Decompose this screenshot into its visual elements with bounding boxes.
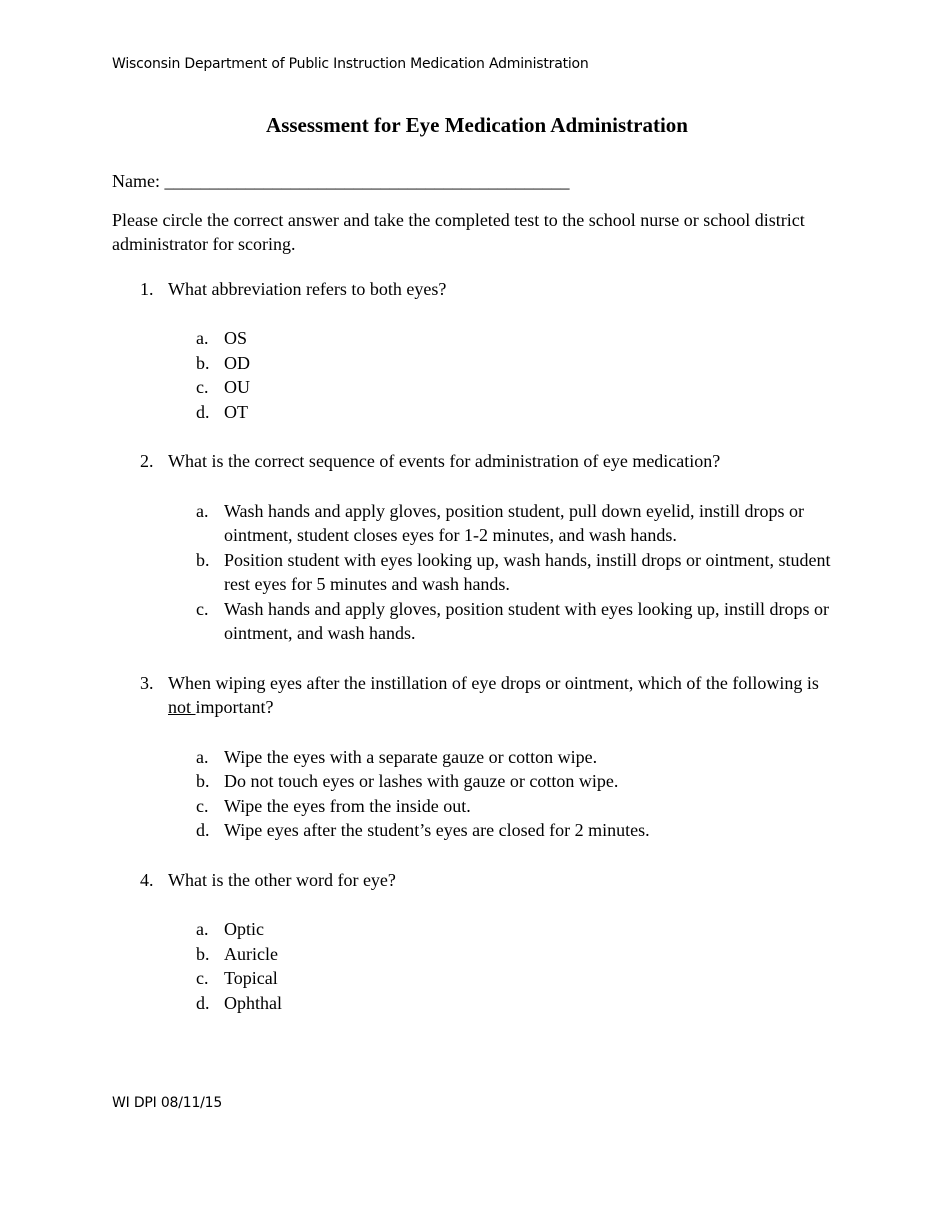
question-3-options: [196, 745, 842, 843]
question-3: [140, 671, 842, 720]
option-letter: b.: [196, 549, 210, 570]
document-body: [112, 112, 842, 1040]
option-text: OU: [224, 377, 250, 397]
option-letter: d.: [196, 820, 210, 840]
option-text: Wipe eyes after the student’s eyes are closed for 2 minutes.: [224, 820, 650, 840]
option-letter: c.: [196, 377, 209, 397]
option-1c: [196, 375, 842, 400]
option-1b: [196, 351, 842, 376]
option-1d: [196, 400, 842, 425]
option-letter: b.: [196, 943, 210, 964]
instructions: Please circle the correct answer and take the completed test to the school nurse or school district administrator for scoring.: [112, 209, 805, 254]
page-footer: WI DPI 08/11/15: [112, 1095, 223, 1111]
name-label: Name:: [112, 171, 160, 191]
option-letter: b.: [196, 352, 210, 373]
option-letter: d.: [196, 401, 210, 422]
question-1-options: [196, 326, 842, 424]
option-text: Optic: [224, 919, 264, 939]
question-text: What is the other word for eye?: [168, 869, 396, 890]
question-1: [140, 277, 842, 302]
option-4a: [196, 917, 842, 942]
option-text: Wash hands and apply gloves, position student with eyes looking up, instill drops or ointment, and wash hands.: [224, 598, 830, 643]
option-text: Auricle: [224, 943, 278, 964]
question-text: [168, 671, 842, 720]
question-4: [140, 868, 842, 893]
option-letter: b.: [196, 771, 210, 791]
option-letter: d.: [196, 992, 210, 1013]
page-header: Wisconsin Department of Public Instruction Medication Administration: [112, 56, 589, 72]
name-field: [112, 169, 842, 194]
option-text: Wipe the eyes from the inside out.: [224, 795, 471, 816]
option-text: Do not touch eyes or lashes with gauze or cotton wipe.: [224, 771, 619, 791]
option-text: OS: [224, 328, 248, 348]
option-text: Wipe the eyes with a separate gauze or cotton wipe.: [224, 746, 598, 767]
option-letter: c.: [196, 968, 209, 988]
question-text: What is the correct sequence of events for administration of eye medication?: [168, 451, 721, 471]
option-2c: [196, 597, 842, 646]
question-number: 4.: [140, 869, 154, 890]
option-text: Topical: [224, 968, 278, 988]
name-blank-line: _____________________________________________: [164, 171, 570, 191]
option-text: OT: [224, 401, 248, 422]
option-3c: [196, 794, 842, 819]
option-text: Wash hands and apply gloves, position student, pull down eyelid, instill drops or ointment, student closes eyes for 1-2 minutes, and wash hands.: [224, 500, 804, 545]
option-2a: [196, 499, 842, 548]
option-1a: [196, 326, 842, 351]
option-text: Ophthal: [224, 992, 282, 1013]
underlined-not: not: [168, 697, 196, 717]
option-letter: c.: [196, 795, 209, 816]
option-2b: [196, 548, 842, 597]
option-3d: [196, 818, 842, 843]
option-3a: [196, 745, 842, 770]
question-4-options: [196, 917, 842, 1015]
question-text: What abbreviation refers to both eyes?: [168, 278, 447, 299]
option-4d: [196, 991, 842, 1016]
question-2-options: [196, 499, 842, 646]
option-3b: [196, 769, 842, 794]
option-text: OD: [224, 352, 250, 373]
option-letter: a.: [196, 746, 209, 767]
question-number: 3.: [140, 672, 154, 693]
question-2: [140, 449, 842, 474]
question-text-end: important?: [195, 697, 274, 717]
option-letter: a.: [196, 919, 209, 939]
question-number: 2.: [140, 451, 154, 471]
question-text-start: When wiping eyes after the instillation of eye drops or ointment, which of the following is: [168, 672, 819, 693]
page-title: Assessment for Eye Medication Administration: [266, 113, 688, 137]
option-text: Position student with eyes looking up, wash hands, instill drops or ointment, student rest eyes for 5 minutes and wash hands.: [224, 549, 831, 594]
option-letter: a.: [196, 500, 209, 521]
option-letter: a.: [196, 328, 209, 348]
question-number: 1.: [140, 278, 154, 299]
option-4b: [196, 942, 842, 967]
option-4c: [196, 966, 842, 991]
option-letter: c.: [196, 598, 209, 619]
